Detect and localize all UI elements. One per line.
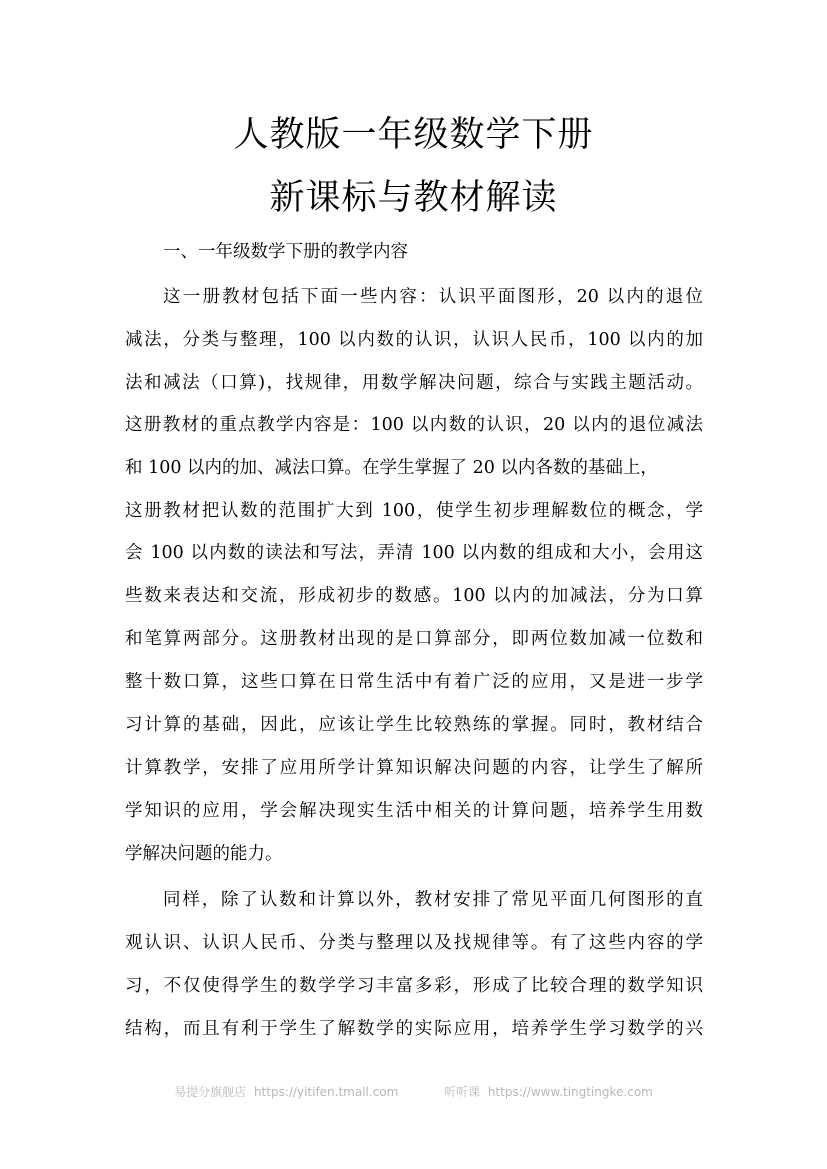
document-subtitle: 新课标与教材解读 (269, 178, 558, 218)
paragraph-line: 减法，分类与整理，100 以内数的认识，认识人民币，100 以内的加 (125, 330, 703, 350)
footer-store2-name: 听听课 (443, 1085, 480, 1099)
paragraph-line: 会 100 以内数的读法和写法，弄清 100 以内数的组成和大小，会用这 (125, 543, 703, 563)
paragraph-line: 法和减法（口算)，找规律，用数学解决问题，综合与实践主题活动。 (125, 373, 703, 393)
footer-store1-link[interactable]: https://yitifen.tmall.com (253, 1085, 399, 1099)
paragraph-line: 计算教学，安排了应用所学计算知识解决问题的内容，让学生了解所 (125, 758, 703, 778)
section-heading: 一、一年级数学下册的教学内容 (163, 242, 408, 262)
paragraph-line: 些数来表达和交流，形成初步的数感。100 以内的加减法，分为口算 (125, 586, 703, 606)
footer-store2-link[interactable]: https://www.tingtingke.com (487, 1085, 653, 1099)
paragraph-line: 这册教材的重点教学内容是：100 以内数的认识，20 以内的退位减法 (125, 415, 703, 435)
paragraph-line: 和 100 以内的加、减法口算。在学生掌握了 20 以内各数的基础上， (125, 458, 658, 478)
paragraph-line: 学解决问题的能力。 (125, 844, 283, 864)
paragraph-line: 这册教材把认数的范围扩大到 100，使学生初步理解数位的概念，学 (125, 501, 703, 521)
paragraph-line: 这一册教材包括下面一些内容：认识平面图形，20 以内的退位 (163, 287, 703, 307)
paragraph-line: 习计算的基础，因此，应该让学生比较熟练的掌握。同时，教材结合 (125, 715, 703, 735)
paragraph-line: 结构，而且有利于学生了解数学的实际应用，培养学生学习数学的兴 (125, 1019, 703, 1039)
paragraph-line: 习，不仅使得学生的数学学习丰富多彩，形成了比较合理的数学知识 (125, 976, 703, 996)
paragraph-line: 观认识、认识人民币、分类与整理以及找规律等。有了这些内容的学 (125, 933, 703, 953)
paragraph-line: 整十数口算，这些口算在日常生活中有着广泛的应用，又是进一步学 (125, 672, 703, 692)
paragraph-line: 学知识的应用，学会解决现实生活中相关的计算问题，培养学生用数 (125, 801, 703, 821)
paragraph-line: 和笔算两部分。这册教材出现的是口算部分，即两位数加减一位数和 (125, 629, 703, 649)
page-footer (0, 1083, 827, 1100)
paragraph-line: 同样，除了认数和计算以外，教材安排了常见平面几何图形的直 (163, 890, 703, 910)
footer-store1-name: 易提分旗舰店 (174, 1085, 247, 1099)
document-title: 人教版一年级数学下册 (233, 115, 594, 155)
